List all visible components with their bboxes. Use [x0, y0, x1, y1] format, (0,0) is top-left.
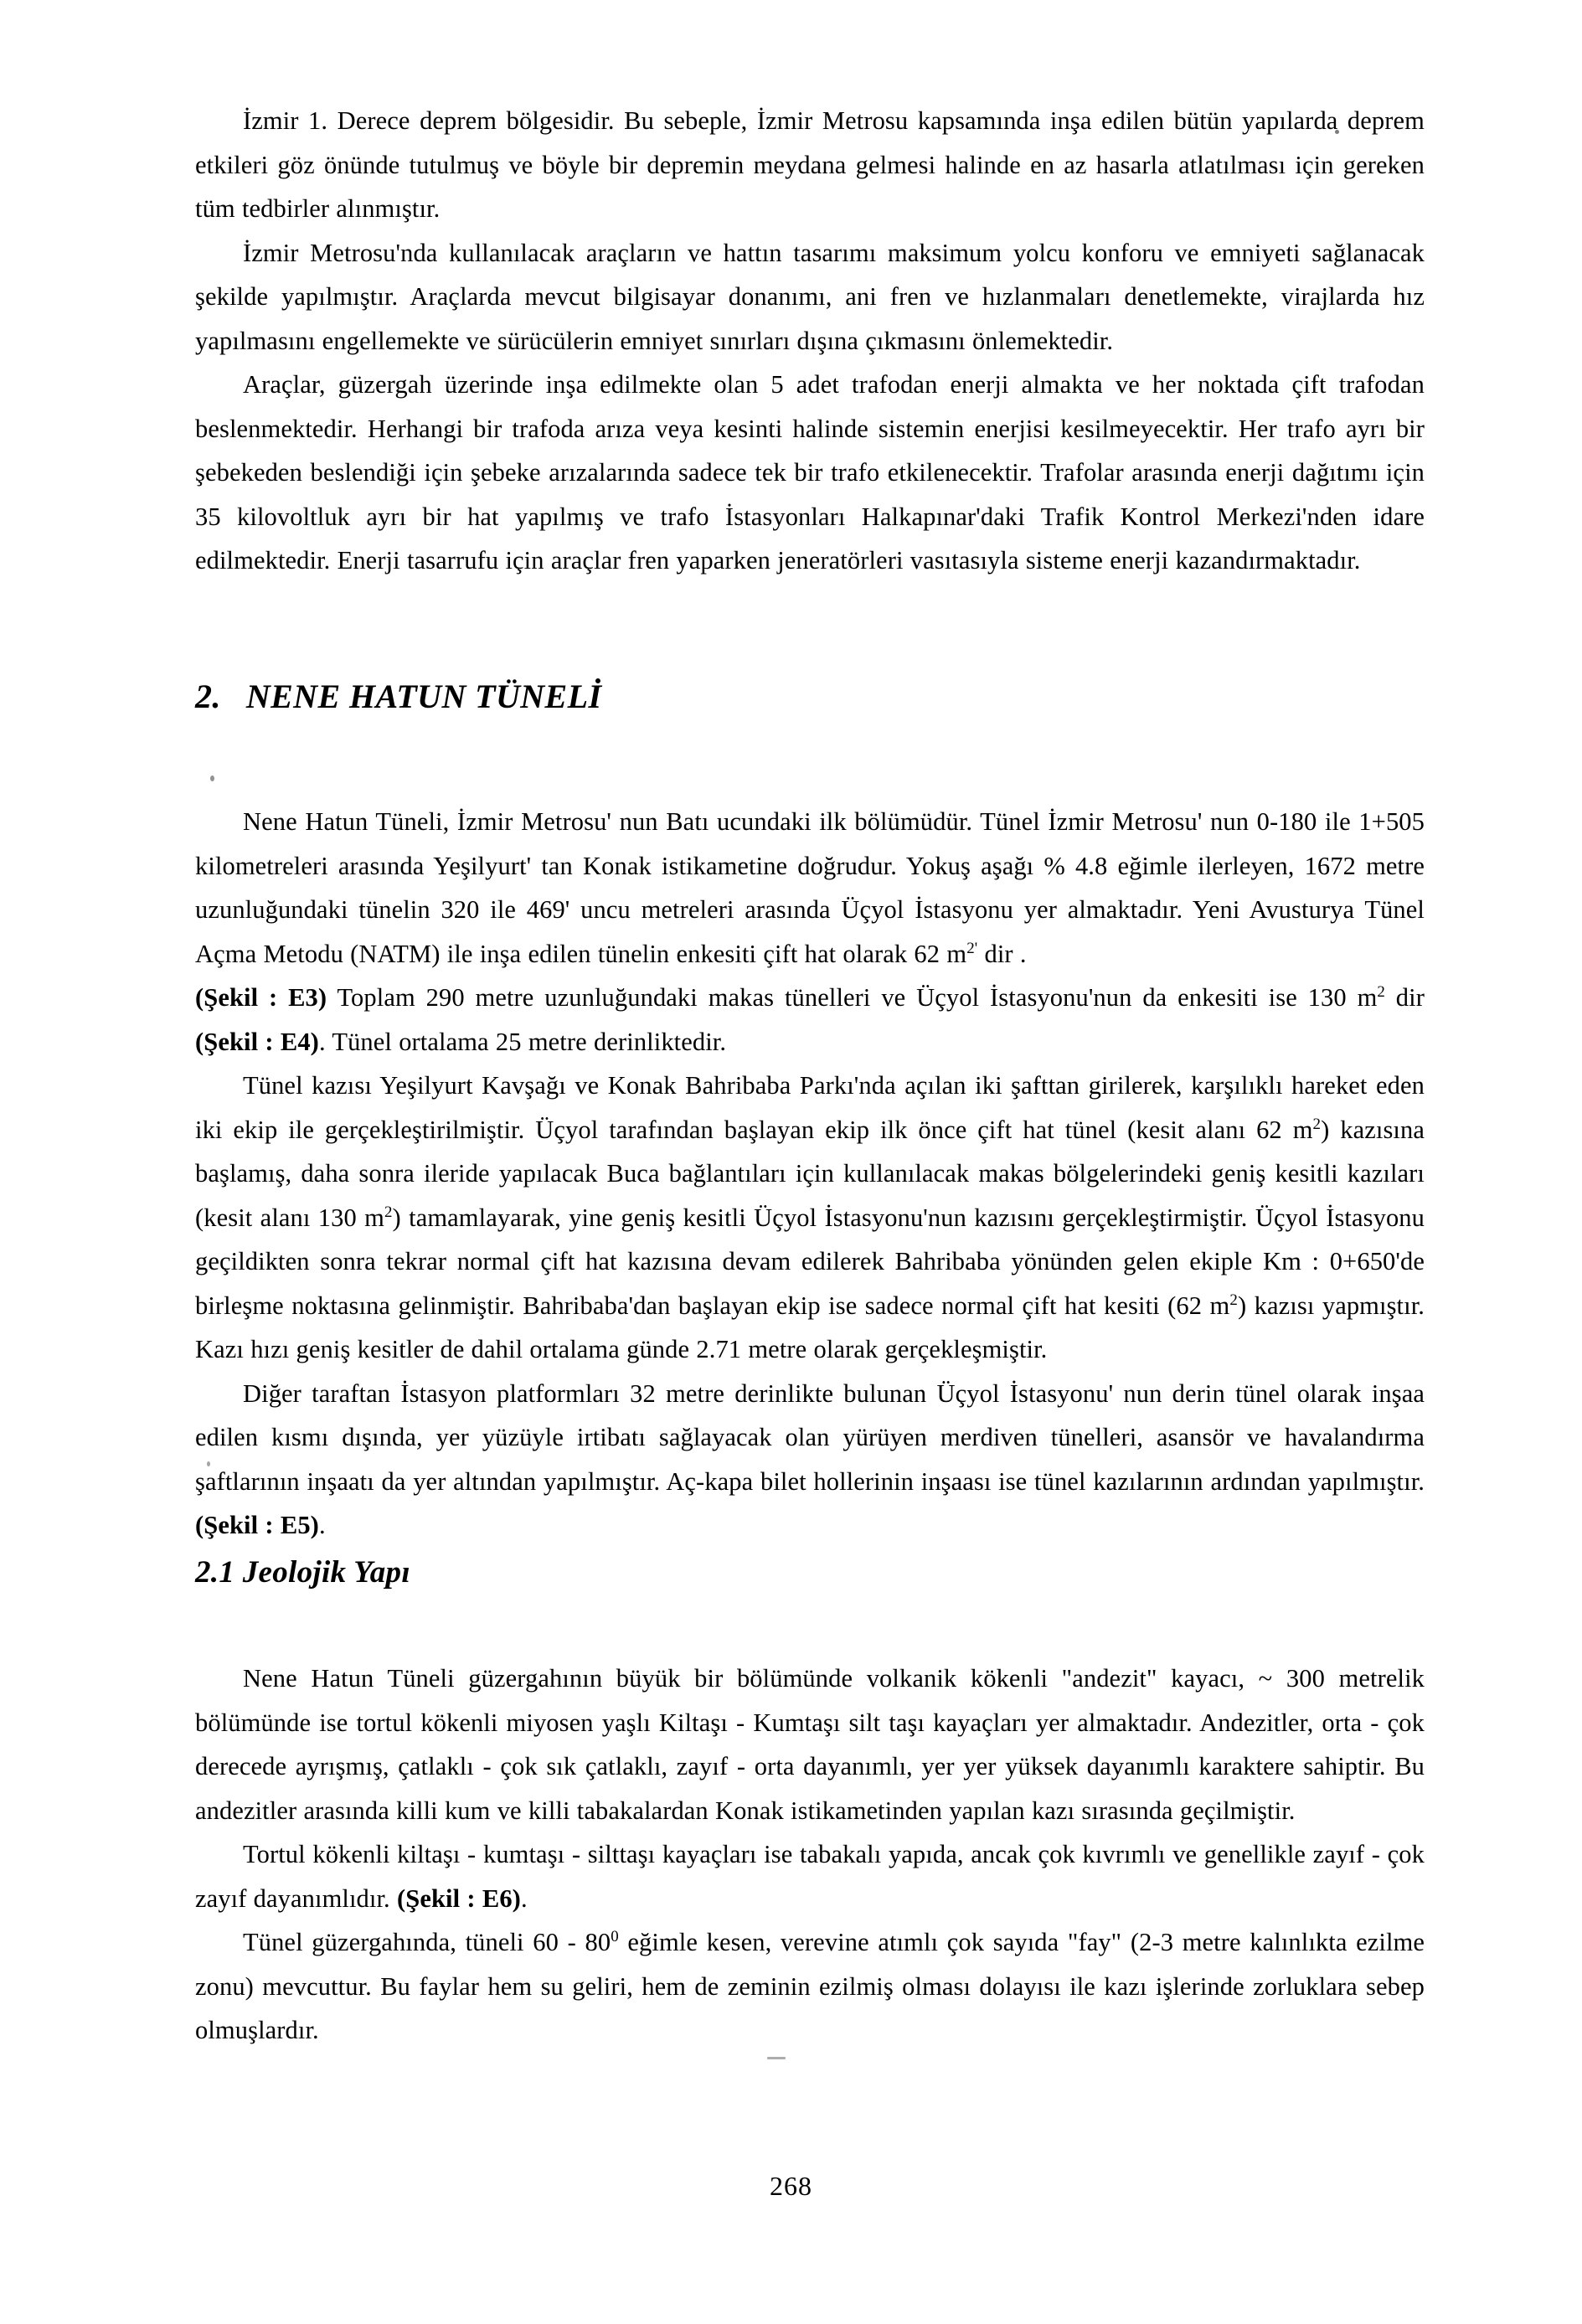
- paragraph-s2-1: [195, 800, 1425, 976]
- superscript-area-unit: 2: [1377, 982, 1385, 1001]
- section-2-1-body: [195, 1657, 1425, 2053]
- paragraph-s2-2-text-a: Toplam 290 metre uzunluğundaki makas tünelleri ve Üçyol İstasyonu'nun da enkesiti ise 130 m: [327, 983, 1378, 1012]
- superscript-area-unit: 2: [1312, 1115, 1322, 1133]
- paragraph-s21-2: [195, 1832, 1425, 1920]
- superscript-area-unit: 2: [1229, 1291, 1238, 1309]
- scan-artifact-line: [767, 2057, 786, 2059]
- section-heading-2: [195, 677, 1425, 716]
- section-number: 2.: [195, 678, 221, 715]
- figure-ref-e4: (Şekil : E4): [195, 1027, 319, 1056]
- page-number: 268: [770, 2171, 812, 2201]
- section-2-body: [195, 800, 1425, 1548]
- paragraph-s21-2-text-a: Tortul kökenli kiltaşı - kumtaşı - silttaşı kayaçları ise tabakalı yapıda, ancak çok kıvrımlı ve genellikle zayıf - çok zayıf dayanımlıdır.: [195, 1840, 1425, 1913]
- paragraph-s21-1: Nene Hatun Tüneli güzergahının büyük bir bölümünde volkanik kökenli "andezit" kayacı, ~ 300 metrelik bölümünde ise tortul kökenli miyosen yaşlı Kiltaşı - Kumtaşı silt taşı kayaçları yer almaktadır. Andezitler, orta - çok derecede ayrışmış, çatlaklı - çok sık çatlaklı, zayıf - orta dayanımlı, yer yer yüksek dayanımlı karaktere sahiptir. Bu andezitler arasında killi kum ve killi tabakalardan Konak istikametinden yapılan kazı sırasında geçilmiştir.: [195, 1664, 1425, 1825]
- paragraph-s2-2: [195, 976, 1425, 1064]
- figure-ref-e5: (Şekil : E5): [195, 1511, 319, 1539]
- section-heading-2-1: 2.1 Jeolojik Yapı: [195, 1555, 410, 1590]
- scan-speck: [210, 776, 214, 781]
- paragraph-s2-4-text-b: .: [318, 1511, 326, 1539]
- paragraph-s2-3-text-b: ) kazısına başlamış, daha sonra ileride yapılacak Buca bağlantıları için kullanılacak makas bölgelerindeki geniş kesitli kazıları (kesit alanı 130 m: [195, 1115, 1425, 1232]
- paragraph-s2-1-text-b: dir .: [977, 939, 1027, 968]
- paragraph-s2-1-text-a: Nene Hatun Tüneli, İzmir Metrosu' nun Batı ucundaki ilk bölümüdür. Tünel İzmir Metrosu' nun 0-180 ile 1+505 kilometreleri arasında Yeşilyurt' tan Konak istikametine doğrudur. Yokuş aşağı % 4.8 eğimle ilerleyen, 1672 metre uzunluğundaki tünelin 320 ile 469' uncu metreleri arasında Üçyol İstasyonu yer almaktadır. Yeni Avusturya Tünel Açma Metodu (NATM) ile inşa edilen tünelin enkesiti çift hat olarak 62 m: [195, 807, 1425, 968]
- paragraph-s2-2-text-b: dir: [1384, 983, 1425, 1012]
- superscript-area-unit: 2': [966, 939, 978, 957]
- paragraph-s2-4: [195, 1372, 1425, 1548]
- paragraph-s21-2-text-b: .: [520, 1883, 528, 1913]
- section-title: NENE HATUN TÜNELİ: [245, 678, 602, 715]
- paragraph-s21-3-text-b: eğimle kesen, verevine atımlı çok sayıda "fay" (2-3 metre kalınlıkta ezilme zonu) mevcuttur. Bu faylar hem su geliri, hem de zeminin ezilmiş olması dolayısı ile kazı işlerinde zorluklara sebep olmuşlardır.: [195, 1928, 1425, 2044]
- paragraph-intro-2: İzmir Metrosu'nda kullanılacak araçların ve hattın tasarımı maksimum yolcu konforu ve emniyeti sağlanacak şekilde yapılmıştır. Araçlarda mevcut bilgisayar donanımı, ani fren ve hızlanmaları denetlemekte, virajlarda hız yapılmasını engellemekte ve sürücülerin emniyet sınırları dışına çıkmasını önlemektedir.: [195, 238, 1425, 355]
- figure-ref-e3: (Şekil : E3): [195, 983, 327, 1012]
- figure-ref-e6: (Şekil : E6): [397, 1883, 521, 1913]
- paragraph-s2-3-text-c: ) tamamlayarak, yine geniş kesitli Üçyol İstasyonu'nun kazısını gerçekleştirmiştir. Üçyol İstasyonu geçildikten sonra tekrar normal çift hat kazısına devam edilerek Bahribaba yönünden gelen ekiple Km : 0+650'de birleşme noktasına gelinmiştir. Bahribaba'dan başlayan ekip ise sadece normal çift hat kesiti (62 m: [195, 1203, 1425, 1320]
- paragraph-s2-3-text-a: Tünel kazısı Yeşilyurt Kavşağı ve Konak Bahribaba Parkı'nda açılan iki şafttan girilerek, karşılıklı hareket eden iki ekip ile gerçekleştirilmiştir. Üçyol tarafından başlayan ekip ilk önce çift hat tünel (kesit alanı 62 m: [195, 1071, 1425, 1144]
- superscript-degree-unit: 0: [611, 1927, 619, 1945]
- paragraph-s2-3: [195, 1064, 1425, 1372]
- superscript-area-unit: 2: [384, 1203, 393, 1221]
- intro-block: [195, 99, 1425, 583]
- paragraph-s2-3-text-d: ) kazısı yapmıştır. Kazı hızı geniş kesitler de dahil ortalama günde 2.71 metre olarak gerçekleşmiştir.: [195, 1291, 1425, 1363]
- paragraph-intro-3: Araçlar, güzergah üzerinde inşa edilmekte olan 5 adet trafodan enerji almakta ve her noktada çift trafodan beslenmektedir. Herhangi bir trafoda arıza veya kesinti halinde sistemin enerjisi kesilmeyecektir. Her trafo ayrı bir şebekeden beslendiği için şebeke arızalarında sadece tek bir trafo etkilenecektir. Trafolar arasında enerji dağıtımı için 35 kilovoltluk ayrı bir hat yapılmış ve trafo İstasyonları Halkapınar'daki Trafik Kontrol Merkezi'nden idare edilmektedir. Enerji tasarrufu için araçlar fren yaparken jeneratörleri vasıtasıyla sisteme enerji kazandırmaktadır.: [195, 370, 1425, 575]
- paragraph-s21-3-text-a: Tünel güzergahında, tüneli 60 - 80: [243, 1928, 611, 1956]
- paragraph-s21-3: [195, 1920, 1425, 2053]
- paragraph-s2-2-text-c: . Tünel ortalama 25 metre derinliktedir.: [318, 1027, 727, 1056]
- paragraph-s2-4-text-a: Diğer taraftan İstasyon platformları 32 metre derinlikte bulunan Üçyol İstasyonu' nun derin tünel olarak inşaa edilen kısmı dışında, yer yüzüyle irtibatı sağlayacak olan yürüyen merdiven tünelleri, asansör ve havalandırma şaftlarının inşaatı da yer altından yapılmıştır. Aç-kapa bilet hollerinin inşaası ise tünel kazılarının ardından yapılmıştır.: [195, 1378, 1425, 1496]
- paragraph-intro-1: İzmir 1. Derece deprem bölgesidir. Bu sebeple, İzmir Metrosu kapsamında inşa edilen bütün yapılarda deprem etkileri göz önünde tutulmuş ve böyle bir depremin meydana gelmesi halinde en az hasarla atlatılması için gereken tüm tedbirler alınmıştır.: [195, 106, 1425, 223]
